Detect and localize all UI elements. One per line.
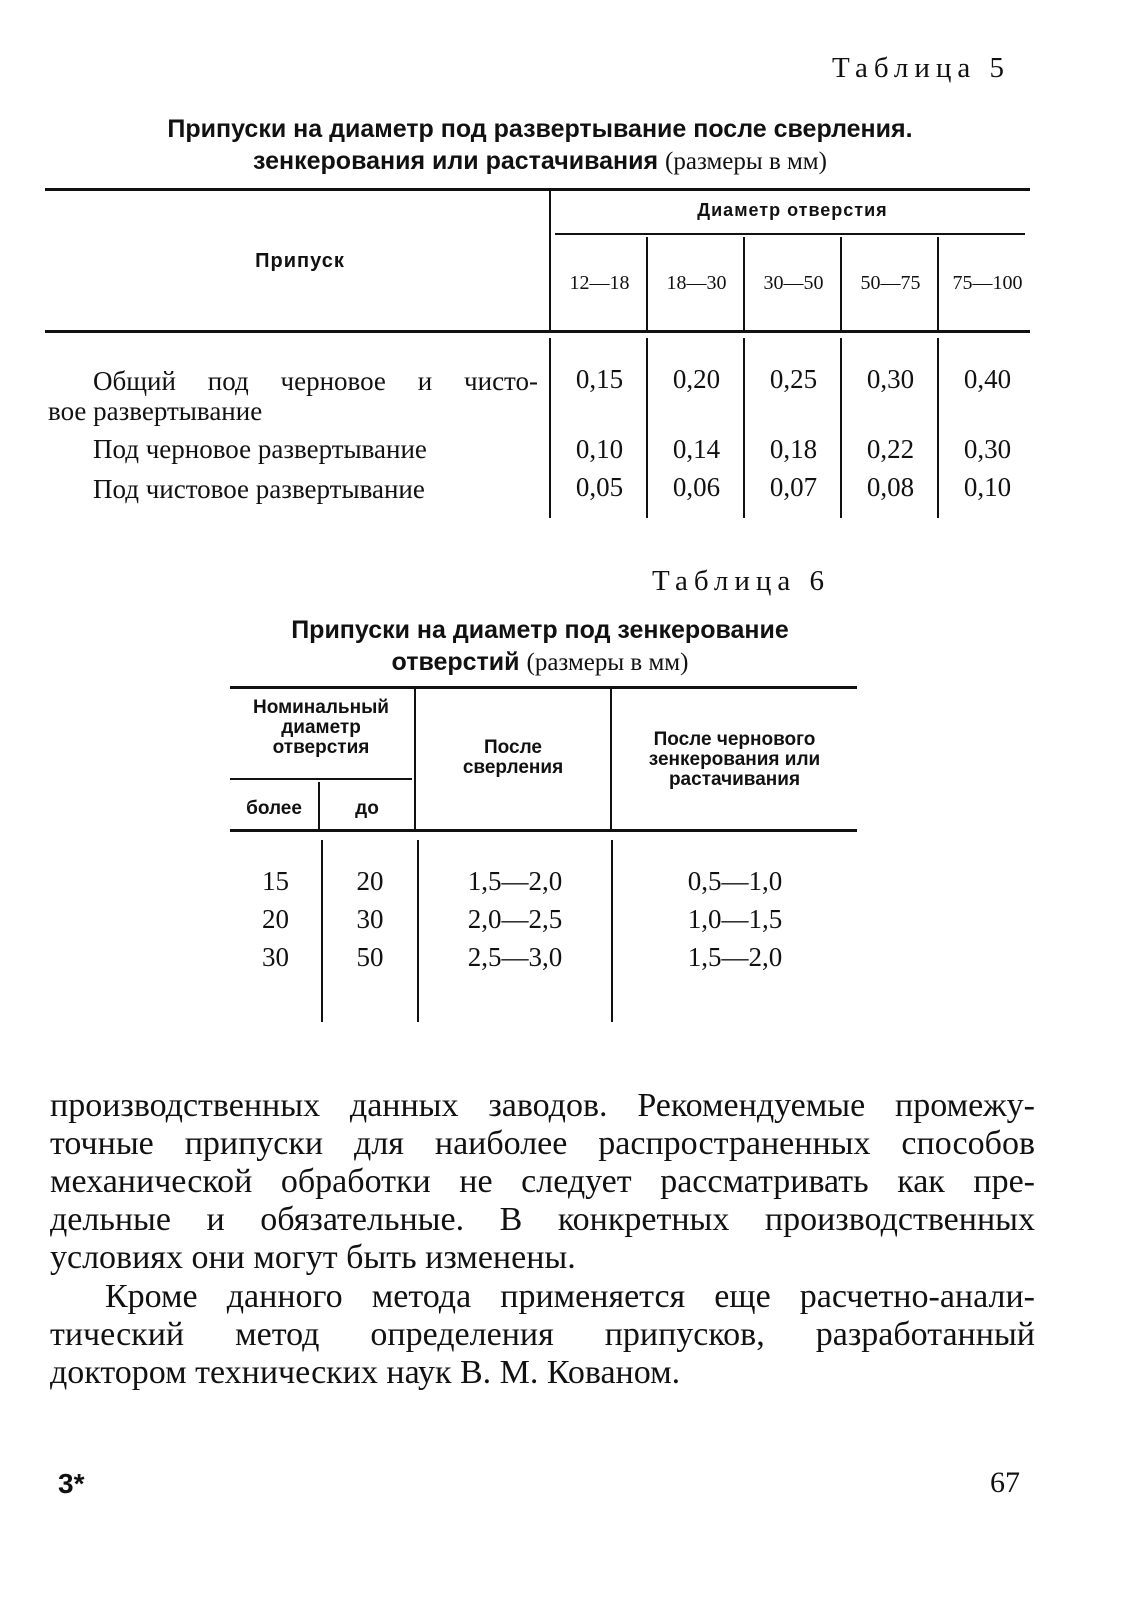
table5-cell: 0,14	[672, 434, 721, 464]
table6-cell: 15	[262, 866, 289, 896]
body-line: точные припуски для наиболее распространенных способов	[50, 1125, 1035, 1162]
table5-range: 12—18	[569, 272, 630, 294]
table5-title-line2-paren: (размеры в мм)	[665, 148, 827, 175]
table6-col-after-rough-2: зенкерования или	[648, 749, 821, 770]
page-number: 67	[990, 1466, 1020, 1499]
table6-title-line2-bold: отверстий	[391, 648, 520, 676]
table5-title-line1: Припуски на диаметр под развертывание после сверления.	[167, 115, 913, 143]
table6-col-nominal-3: отверстия	[272, 737, 370, 758]
table5-row1-label-line1: Общий под черновое и чисто-	[93, 366, 538, 396]
table5-cell: 0,20	[672, 364, 721, 394]
table5-cell: 0,18	[769, 434, 818, 464]
table6-col-after-drill-1: После	[484, 737, 542, 758]
table6-label: Таблица 6	[651, 565, 830, 597]
table5-label: Таблица 5	[831, 52, 1010, 84]
table5-title-line2-bold: зенкерования или растачивания	[253, 147, 659, 175]
body-line: Кроме данного метода применяется еще расчетно-анали-	[105, 1278, 1035, 1315]
table6-cell: 2,0—2,5	[467, 904, 563, 934]
table5-col-pripusk: Припуск	[255, 250, 345, 272]
table5-range: 30—50	[763, 272, 824, 294]
table5-sub-rule	[555, 233, 1025, 235]
table6-cell: 1,5—2,0	[467, 866, 563, 896]
table6-sub-rule	[230, 778, 412, 780]
table5-cell: 0,30	[963, 434, 1012, 464]
table5-title-line2	[40, 145, 1040, 178]
signature-mark: 3*	[58, 1468, 85, 1499]
table5-cell: 0,07	[769, 472, 818, 502]
table6-col-to: до	[355, 798, 379, 819]
table5-cell: 0,22	[866, 434, 915, 464]
table6-col-more: более	[246, 798, 302, 819]
table6-cell: 20	[262, 904, 289, 934]
body-paragraph-1	[50, 1087, 1035, 1277]
table6-title-line2	[200, 646, 880, 679]
table6-cell: 0,5—1,0	[687, 866, 783, 896]
table6-col-after-rough	[612, 730, 857, 790]
body-line: условиях они могут быть изменены.	[50, 1239, 576, 1276]
table6-col-nominal	[230, 698, 412, 758]
table6-top-rule	[230, 686, 857, 689]
table6-header-rule	[230, 829, 857, 832]
table5-cell: 0,08	[866, 472, 915, 502]
body-line: производственных данных заводов. Рекомендуемые промежу-	[50, 1087, 1035, 1124]
table6-title-line2-paren: (размеры в мм)	[526, 649, 689, 676]
table5-cell: 0,30	[866, 364, 915, 394]
table5-row1-label-line2: вое развертывание	[48, 396, 263, 426]
body-line: доктором технических наук В. М. Кованом.	[50, 1354, 681, 1391]
table6-cell: 30	[356, 904, 384, 934]
table5-row-label: Под чистовое развертывание	[93, 474, 425, 504]
body-line: тический метод определения припусков, разработанный	[50, 1316, 1035, 1353]
body-paragraph-2	[50, 1278, 1035, 1392]
table5-cell: 0,05	[575, 472, 624, 502]
table6-title	[200, 614, 880, 679]
table5-cell: 0,15	[575, 364, 624, 394]
table5-row-label: Под черновое развертывание	[93, 434, 427, 464]
table5-row-label	[48, 366, 538, 426]
table6-title-line1: Припуски на диаметр под зенкерование	[291, 616, 789, 644]
table6-col-nominal-2: диаметр	[281, 717, 361, 738]
table6-cell: 1,5—2,0	[687, 942, 783, 972]
table6-cell: 1,0—1,5	[687, 904, 783, 934]
table5-header-rule	[45, 330, 1030, 333]
table5-range: 50—75	[860, 272, 921, 294]
table6-cell: 30	[262, 942, 289, 972]
body-line: механической обработки не следует рассматривать как пре-	[50, 1163, 1035, 1200]
table6-cell: 2,5—3,0	[467, 942, 563, 972]
table5-title	[40, 113, 1040, 178]
table5-cell: 0,10	[963, 472, 1012, 502]
table5-range: 18—30	[666, 272, 727, 294]
table5-top-rule	[45, 188, 1030, 191]
table6-col-nominal-1: Номинальный	[253, 697, 389, 718]
table5-cell: 0,10	[575, 434, 624, 464]
table5-cell: 0,40	[963, 364, 1012, 394]
table6-col-after-drill	[416, 738, 610, 778]
table5-cell: 0,06	[672, 472, 721, 502]
table5-col-diameter: Диаметр отверстия	[697, 200, 888, 220]
table5-range: 75—100	[952, 272, 1023, 294]
table6-col-after-drill-2: сверления	[462, 757, 564, 778]
body-line: дельные и обязательные. В конкретных производственных	[50, 1201, 1035, 1238]
table5-cell: 0,25	[769, 364, 818, 394]
table6-cell: 20	[356, 866, 384, 896]
table6-cell: 50	[356, 942, 384, 972]
table6-col-after-rough-1: После чернового	[653, 729, 816, 750]
table6-col-after-rough-3: растачивания	[668, 769, 801, 790]
